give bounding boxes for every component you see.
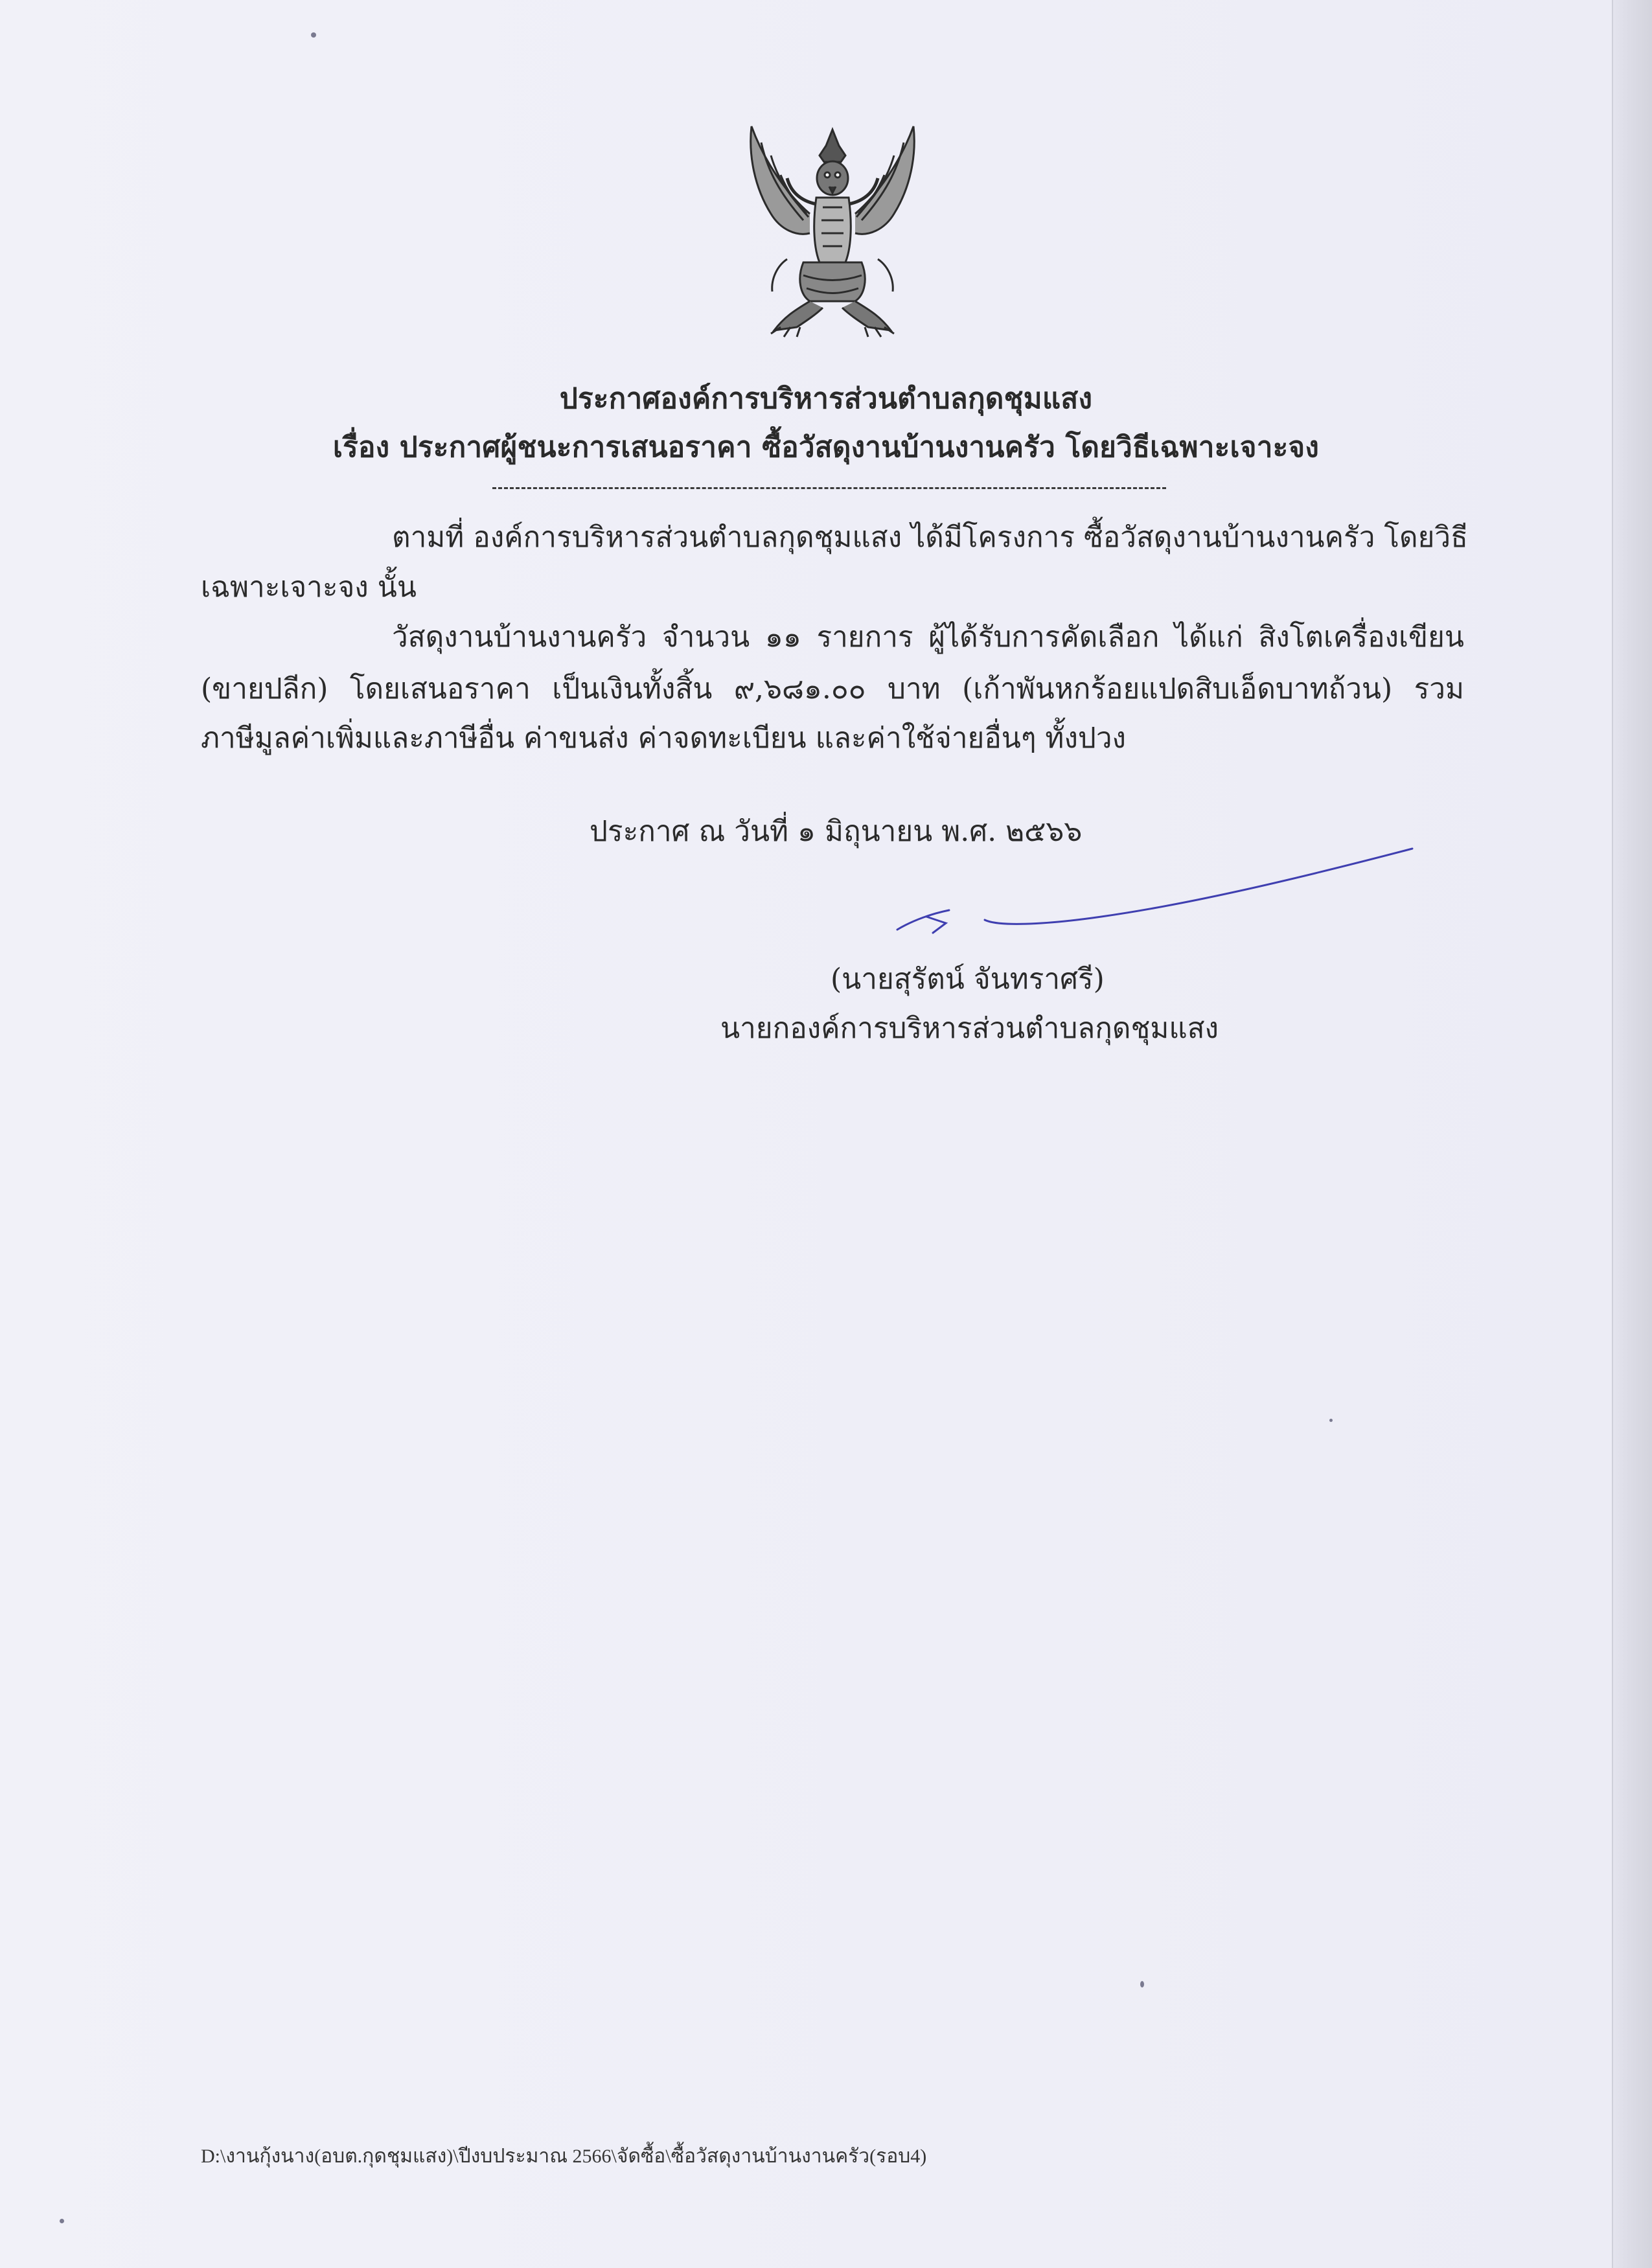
scan-speck [311, 32, 316, 38]
scan-speck [1329, 1419, 1333, 1422]
paragraph1-line1: ตามที่ องค์การบริหารส่วนตำบลกุดชุมแสง ได้มีโครงการ ซื้อวัสดุงานบ้านงานครัว โดยวิธี [392, 521, 1468, 554]
announcement-subject: เรื่อง ประกาศผู้ชนะการเสนอราคา ซื้อวัสดุงานบ้านงานครัว โดยวิธีเฉพาะเจาะจง [332, 431, 1320, 464]
scan-speck [1140, 1981, 1144, 1987]
scan-speck [60, 2219, 64, 2223]
paragraph1-line2: เฉพาะเจาะจง นั้น [201, 571, 417, 604]
signer-name: (นายสุรัตน์ จันทราศรี) [831, 963, 1105, 996]
handwritten-signature [888, 836, 1419, 939]
paragraph2-line1: วัสดุงานบ้านงานครัว จำนวน ๑๑ รายการ ผู้ได้รับการคัดเลือก ได้แก่ สิงโตเครื่องเขียน [392, 621, 1464, 654]
garuda-emblem-icon [726, 117, 939, 343]
announcement-title: ประกาศองค์การบริหารส่วนตำบลกุดชุมแสง [559, 382, 1093, 415]
footer-file-path: D:\งานกุ้งนาง(อบต.กุดชุมแสง)\ปีงบประมาณ 2566\จัดซื้อ\ซื้อวัสดุงานบ้านงานครัว(รอบ4) [201, 2146, 927, 2167]
paragraph2-line2: (ขายปลีก) โดยเสนอราคา เป็นเงินทั้งสิ้น ๙,๖๘๑.๐๐ บาท (เก้าพันหกร้อยแปดสิบเอ็ดบาทถ้วน) รวม [201, 672, 1464, 705]
signer-position: นายกองค์การบริหารส่วนตำบลกุดชุมแสง [720, 1012, 1219, 1045]
announce-date: ประกาศ ณ วันที่ ๑ มิถุนายน พ.ศ. ๒๕๖๖ [590, 815, 1083, 848]
paragraph2-line3: ภาษีมูลค่าเพิ่มและภาษีอื่น ค่าขนส่ง ค่าจดทะเบียน และค่าใช้จ่ายอื่นๆ ทั้งปวง [201, 722, 1127, 755]
title-separator [492, 487, 1166, 489]
page-edge [1612, 0, 1652, 2268]
